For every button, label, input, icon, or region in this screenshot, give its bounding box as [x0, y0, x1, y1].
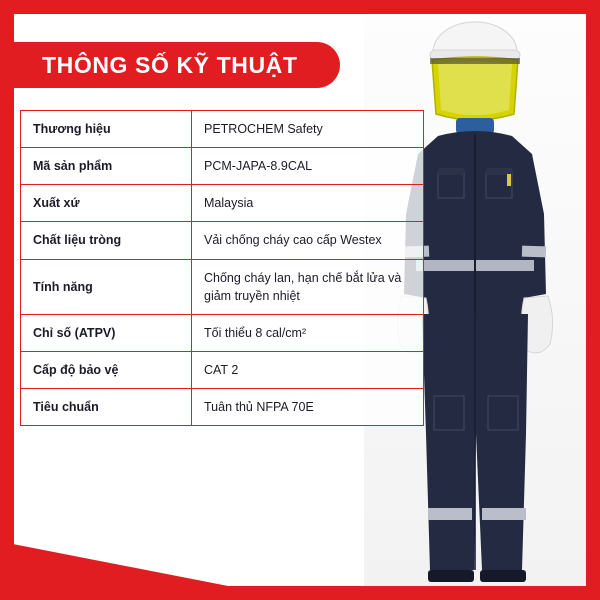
table-row — [21, 389, 424, 426]
spec-key: Xuất xứ — [21, 185, 192, 222]
frame-border-top — [0, 0, 600, 14]
spec-value: Chống cháy lan, hạn chế bắt lửa và giảm truyền nhiệt — [192, 259, 424, 314]
spec-key: Tính năng — [21, 259, 192, 314]
spec-table — [20, 110, 424, 426]
table-row — [21, 111, 424, 148]
table-row — [21, 222, 424, 259]
spec-value: Malaysia — [192, 185, 424, 222]
table-row — [21, 148, 424, 185]
table-row — [21, 185, 424, 222]
spec-key: Cấp độ bảo vệ — [21, 351, 192, 388]
spec-value: CAT 2 — [192, 351, 424, 388]
spec-value: Vải chống cháy cao cấp Westex — [192, 222, 424, 259]
table-row — [21, 314, 424, 351]
corner-decoration-wedge — [0, 470, 300, 600]
table-row — [21, 259, 424, 314]
frame-border-right — [586, 0, 600, 600]
spec-value: Tuân thủ NFPA 70E — [192, 389, 424, 426]
spec-value: PCM-JAPA-8.9CAL — [192, 148, 424, 185]
spec-value: Tối thiểu 8 cal/cm² — [192, 314, 424, 351]
spec-key: Thương hiệu — [21, 111, 192, 148]
spec-key: Tiêu chuẩn — [21, 389, 192, 426]
spec-key: Chỉ số (ATPV) — [21, 314, 192, 351]
spec-table-body — [21, 111, 424, 426]
page-title-banner — [14, 42, 340, 88]
spec-value: PETROCHEM Safety — [192, 111, 424, 148]
spec-key: Mã sản phẩm — [21, 148, 192, 185]
frame-border-left — [0, 0, 14, 600]
table-row — [21, 351, 424, 388]
page-title: THÔNG SỐ KỸ THUẬT — [42, 51, 298, 78]
spec-key: Chất liệu tròng — [21, 222, 192, 259]
